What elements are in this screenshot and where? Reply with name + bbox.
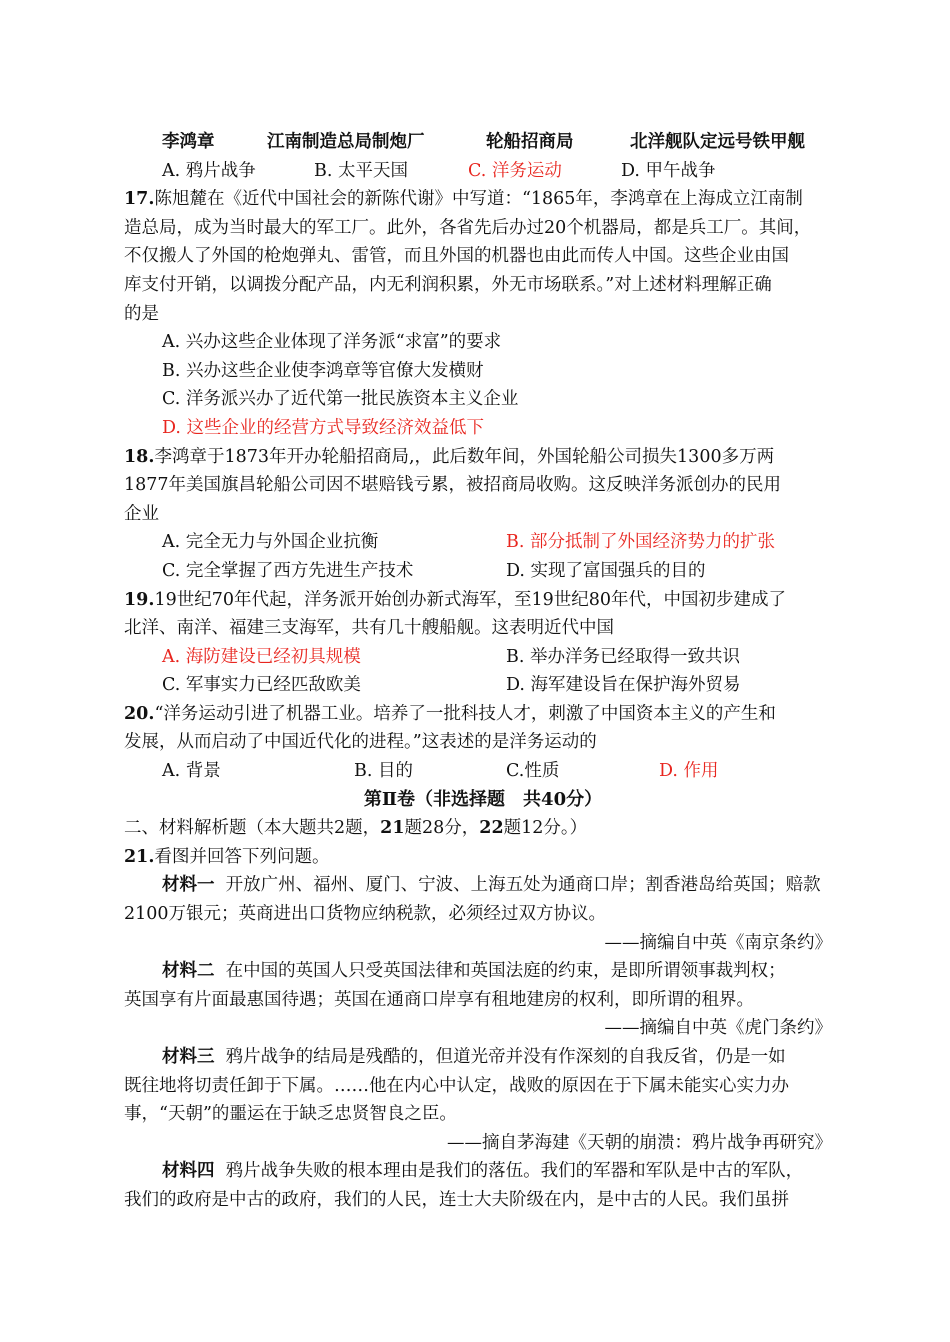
question-number: 21. — [124, 846, 155, 867]
q17-stem-line: 的是 — [124, 303, 159, 324]
q16-image-captions — [124, 128, 842, 157]
question-number: 18. — [124, 446, 155, 467]
material-label: 材料四 — [162, 1161, 215, 1182]
option-c: C. 军事实力已经匹敌欧美 — [162, 675, 361, 696]
q21-stem — [124, 843, 842, 872]
q18-options-row — [124, 557, 842, 586]
option-b: B. 目的 — [354, 761, 413, 782]
option-c: C. 洋务派兴办了近代第一批民族资本主义企业 — [162, 389, 519, 410]
caption-item: 江南制造总局制炮厂 — [267, 132, 425, 152]
option-b: B. 举办洋务已经取得一致共识 — [506, 646, 740, 667]
option-a: A. 背景 — [162, 761, 221, 782]
option-c: C.性质 — [506, 761, 560, 782]
option-d: D. 实现了富国强兵的目的 — [506, 560, 706, 581]
option-b: B. 太平天国 — [314, 160, 408, 181]
material-3-line: 事，“天朝”的噩运在于缺乏忠贤智良之臣。 — [124, 1104, 457, 1125]
q18-stem-line — [124, 443, 842, 472]
section-subtitle — [124, 814, 842, 843]
q20-stem-line — [124, 700, 842, 729]
option-c-answer: C. 洋务运动 — [468, 160, 562, 181]
q19-stem-line: 北洋、南洋、福建三支海军，共有几十艘船舰。这表明近代中国 — [124, 618, 614, 639]
subtitle-text: 题12分。） — [503, 818, 588, 839]
option-c: C. 完全掌握了西方先进生产技术 — [162, 560, 414, 581]
material-text: 鸦片战争的结局是残酷的，但道光帝并没有作深刻的自我反省，仍是一如 — [225, 1047, 786, 1067]
question-number: 20. — [124, 703, 155, 724]
subtitle-text: 题28分， — [404, 818, 480, 839]
caption-item: 轮船招商局 — [486, 132, 574, 152]
q17-stem-line: 库支付开销，以调拨分配产品，内无利润积累，外无市场联系。”对上述材料理解正确 — [124, 274, 772, 295]
option-a-answer: A. 海防建设已经初具规模 — [162, 646, 361, 667]
q19-options-row — [124, 671, 842, 700]
subtitle-num: 22 — [479, 818, 504, 839]
material-4-line — [124, 1157, 842, 1186]
q20-stem-line: 发展，从而启动了中国近代化的进程。”这表述的是洋务运动的 — [124, 732, 597, 753]
question-text: 19世纪70年代起，洋务派开始创办新式海军，至19世纪80年代，中国初步建成了 — [154, 589, 787, 610]
caption-item: 北洋舰队定远号铁甲舰 — [630, 132, 805, 152]
material-label: 材料三 — [162, 1047, 215, 1067]
material-3-line — [124, 1043, 842, 1072]
material-4-line: 我们的政府是中古的政府，我们的人民，连士大夫阶级在内，是中古的人民。我们虽拼 — [124, 1189, 789, 1210]
question-text: 陈旭麓在《近代中国社会的新陈代谢》中写道：“1865年，李鸿章在上海成立江南制 — [154, 189, 803, 210]
question-number: 17. — [124, 189, 155, 210]
q17-stem-line: 造总局，成为当时最大的军工厂。此外，各省先后办过20个机器局，都是兵工厂。其间， — [124, 217, 812, 238]
material-2-line — [124, 957, 842, 986]
option-b: B. 兴办这些企业使李鸿章等官僚大发横财 — [162, 360, 484, 381]
q19-options-row — [124, 643, 842, 672]
material-2-line: 英国享有片面最惠国待遇；英国在通商口岸享有租地建房的权利，即所谓的租界。 — [124, 989, 754, 1010]
material-1-source: ——摘编自中英《南京条约》 — [604, 932, 832, 953]
material-label: 材料二 — [162, 961, 215, 982]
question-text: “洋务运动引进了机器工业。培养了一批科技人才，刺激了中国资本主义的产生和 — [154, 703, 776, 724]
caption-item: 李鸿章 — [162, 132, 215, 152]
subtitle-num: 21 — [380, 818, 405, 839]
q18-options-row — [124, 528, 842, 557]
q17-stem-line — [124, 185, 842, 214]
material-1-line — [124, 871, 842, 900]
option-d-answer: D. 作用 — [659, 761, 719, 782]
material-1-line: 2100万银元；英商进出口货物应纳税款，必须经过双方协议。 — [124, 904, 607, 925]
material-label: 材料一 — [162, 875, 215, 896]
option-b-answer: B. 部分抵制了外国经济势力的扩张 — [506, 532, 775, 553]
material-3-source: ——摘自茅海建《天朝的崩溃：鸦片战争再研究》 — [447, 1132, 832, 1153]
section-title: 第Ⅱ卷（非选择题 共40分） — [363, 788, 603, 810]
material-2-source: ——摘编自中英《虎门条约》 — [604, 1018, 832, 1039]
question-text: 李鸿章于1873年开办轮船招商局,，此后数年间，外国轮船公司损失1300多万两 — [154, 446, 775, 467]
question-text: 看图并回答下列问题。 — [154, 846, 330, 867]
material-text: 在中国的英国人只受英国法律和英国法庭的约束，是即所谓领事裁判权； — [225, 961, 786, 982]
option-a: A. 完全无力与外国企业抗衡 — [162, 532, 379, 553]
subtitle-text: 二、材料解析题（本大题共2题， — [124, 818, 381, 839]
question-number: 19. — [124, 589, 155, 610]
option-d: D. 甲午战争 — [621, 160, 716, 181]
q18-stem-line: 企业 — [124, 503, 159, 524]
material-text: 开放广州、福州、厦门、宁波、上海五处为通商口岸；割香港岛给英国；赔款 — [225, 875, 821, 896]
q20-options-row — [124, 757, 842, 786]
option-d: D. 海军建设旨在保护海外贸易 — [506, 675, 741, 696]
exam-page — [124, 128, 842, 1215]
q17-stem-line: 不仅搬人了外国的枪炮弹丸、雷管，而且外国的机器也由此而传人中国。这些企业由国 — [124, 246, 789, 267]
q18-stem-line: 1877年美国旗昌轮船公司因不堪赔钱亏累，被招商局收购。这反映洋务派创办的民用 — [124, 475, 782, 496]
q19-stem-line — [124, 586, 842, 615]
material-text: 鸦片战争失败的根本理由是我们的落伍。我们的军器和军队是中古的军队， — [225, 1161, 804, 1182]
option-a: A. 兴办这些企业体现了洋务派“求富”的要求 — [162, 332, 502, 353]
material-3-line: 既往地将切责任卸于下属。……他在内心中认定，战败的原因在于下属未能实心实力办 — [124, 1075, 789, 1096]
option-d-answer: D. 这些企业的经营方式导致经济效益低下 — [162, 417, 485, 438]
option-a: A. 鸦片战争 — [162, 160, 256, 181]
q16-options — [124, 157, 842, 186]
